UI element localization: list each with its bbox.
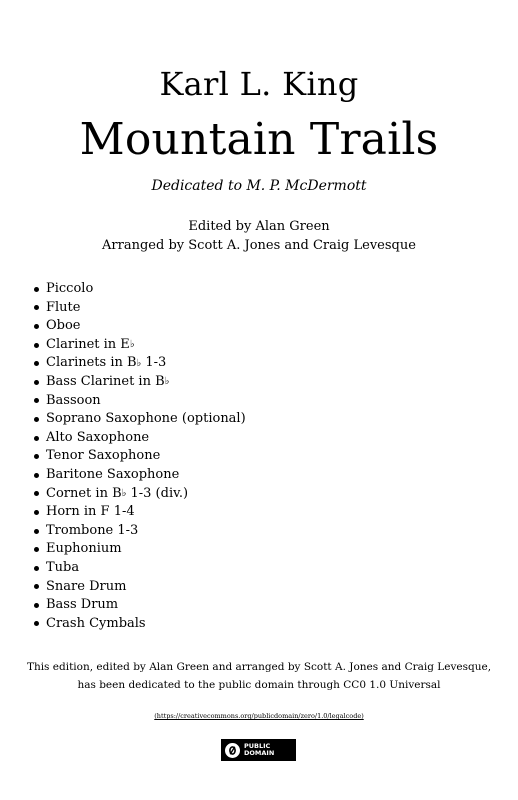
instrument-name: Bassoon <box>46 392 101 408</box>
instrument-item: Cornet in B ♭ 1-3 (div.) <box>34 485 246 504</box>
bullet-icon <box>34 324 39 329</box>
bullet-icon <box>34 398 39 403</box>
credits <box>0 217 518 255</box>
instrument-name: Cornet in B <box>46 485 122 501</box>
instrument-name: Flute <box>46 299 81 315</box>
bullet-icon <box>34 473 39 478</box>
bullet-icon <box>34 603 39 608</box>
instrument-item <box>34 578 246 597</box>
dedication: Dedicated to M. P. McDermott <box>151 178 367 194</box>
bullet-icon <box>34 584 39 589</box>
instrument-item <box>34 392 246 411</box>
bullet-icon <box>34 361 39 366</box>
instrument-suffix: 1-3 <box>141 355 167 371</box>
instrument-item <box>34 447 246 466</box>
bullet-icon <box>34 417 39 422</box>
instrument-name: Bass Drum <box>46 597 119 613</box>
instrument-name: Tenor Saxophone <box>46 448 161 464</box>
public-domain-badge[interactable] <box>221 739 296 761</box>
bullet-icon <box>34 454 39 459</box>
instrument-name: Baritone Saxophone <box>46 466 180 482</box>
bullet-icon <box>34 566 39 571</box>
bullet-icon <box>34 436 39 441</box>
bullet-icon <box>34 510 39 515</box>
instrument-name: Euphonium <box>46 541 122 557</box>
instrument-item <box>34 503 246 522</box>
instrument-item: Clarinets in B ♭ 1-3 <box>34 354 246 373</box>
instrument-item <box>34 317 246 336</box>
instrument-name: Clarinet in E <box>46 336 130 352</box>
public-domain-label <box>244 743 274 757</box>
instrument-item <box>34 280 246 299</box>
instrument-name: Bass Clarinet in B <box>46 373 165 389</box>
license-notice <box>0 658 518 694</box>
bullet-icon <box>34 491 39 496</box>
instrument-item <box>34 615 246 634</box>
badge-text-public: PUBLIC <box>244 742 271 750</box>
instrument-item <box>34 540 246 559</box>
piece-title: Mountain Trails <box>79 114 439 165</box>
bullet-icon <box>34 287 39 292</box>
instrument-item <box>34 596 246 615</box>
bullet-icon <box>34 529 39 534</box>
instrument-name: Clarinets in B <box>46 355 137 371</box>
bullet-icon <box>34 380 39 385</box>
instrument-item <box>34 522 246 541</box>
instrument-item <box>34 466 246 485</box>
instrument-item <box>34 429 246 448</box>
instrument-name: Horn in F 1-4 <box>46 504 135 520</box>
license-url[interactable] <box>0 711 518 721</box>
instrument-suffix: 1-3 (div.) <box>126 485 189 501</box>
bullet-icon <box>34 547 39 552</box>
bullet-icon <box>34 343 39 348</box>
instrument-name: Snare Drum <box>46 578 127 594</box>
license-url-link[interactable]: (https://creativecommons.org/publicdomain/zero/1.0/legalcode) <box>154 712 364 720</box>
instrument-name: Oboe <box>46 318 81 334</box>
instrument-name: Piccolo <box>46 281 94 296</box>
instrument-item <box>34 410 246 429</box>
bullet-icon <box>34 305 39 310</box>
instrument-name: Alto Saxophone <box>46 429 150 445</box>
instrument-name: Tuba <box>46 559 80 575</box>
bullet-icon <box>34 621 39 626</box>
license-line-1: This edition, edited by Alan Green and arranged by Scott A. Jones and Craig Levesque, <box>26 661 492 673</box>
instrument-item: Clarinet in E ♭ <box>34 336 246 355</box>
instrument-name: Crash Cymbals <box>46 615 146 631</box>
composer-name: Karl L. King <box>159 65 359 103</box>
instrument-name: Trombone 1-3 <box>46 522 139 538</box>
badge-text-domain: DOMAIN <box>244 749 275 757</box>
instrument-item <box>34 299 246 318</box>
instrument-item: Bass Clarinet in B ♭ <box>34 373 246 392</box>
license-line-2: has been dedicated to the public domain through CC0 1.0 Universal <box>77 679 441 691</box>
instrument-name: Soprano Saxophone (optional) <box>46 411 246 427</box>
instrument-list <box>34 280 246 633</box>
public-domain-icon <box>225 743 240 758</box>
editor-credit: Edited by Alan Green <box>188 219 330 234</box>
arranger-credit: Arranged by Scott A. Jones and Craig Levesque <box>102 238 416 253</box>
instrument-item <box>34 559 246 578</box>
